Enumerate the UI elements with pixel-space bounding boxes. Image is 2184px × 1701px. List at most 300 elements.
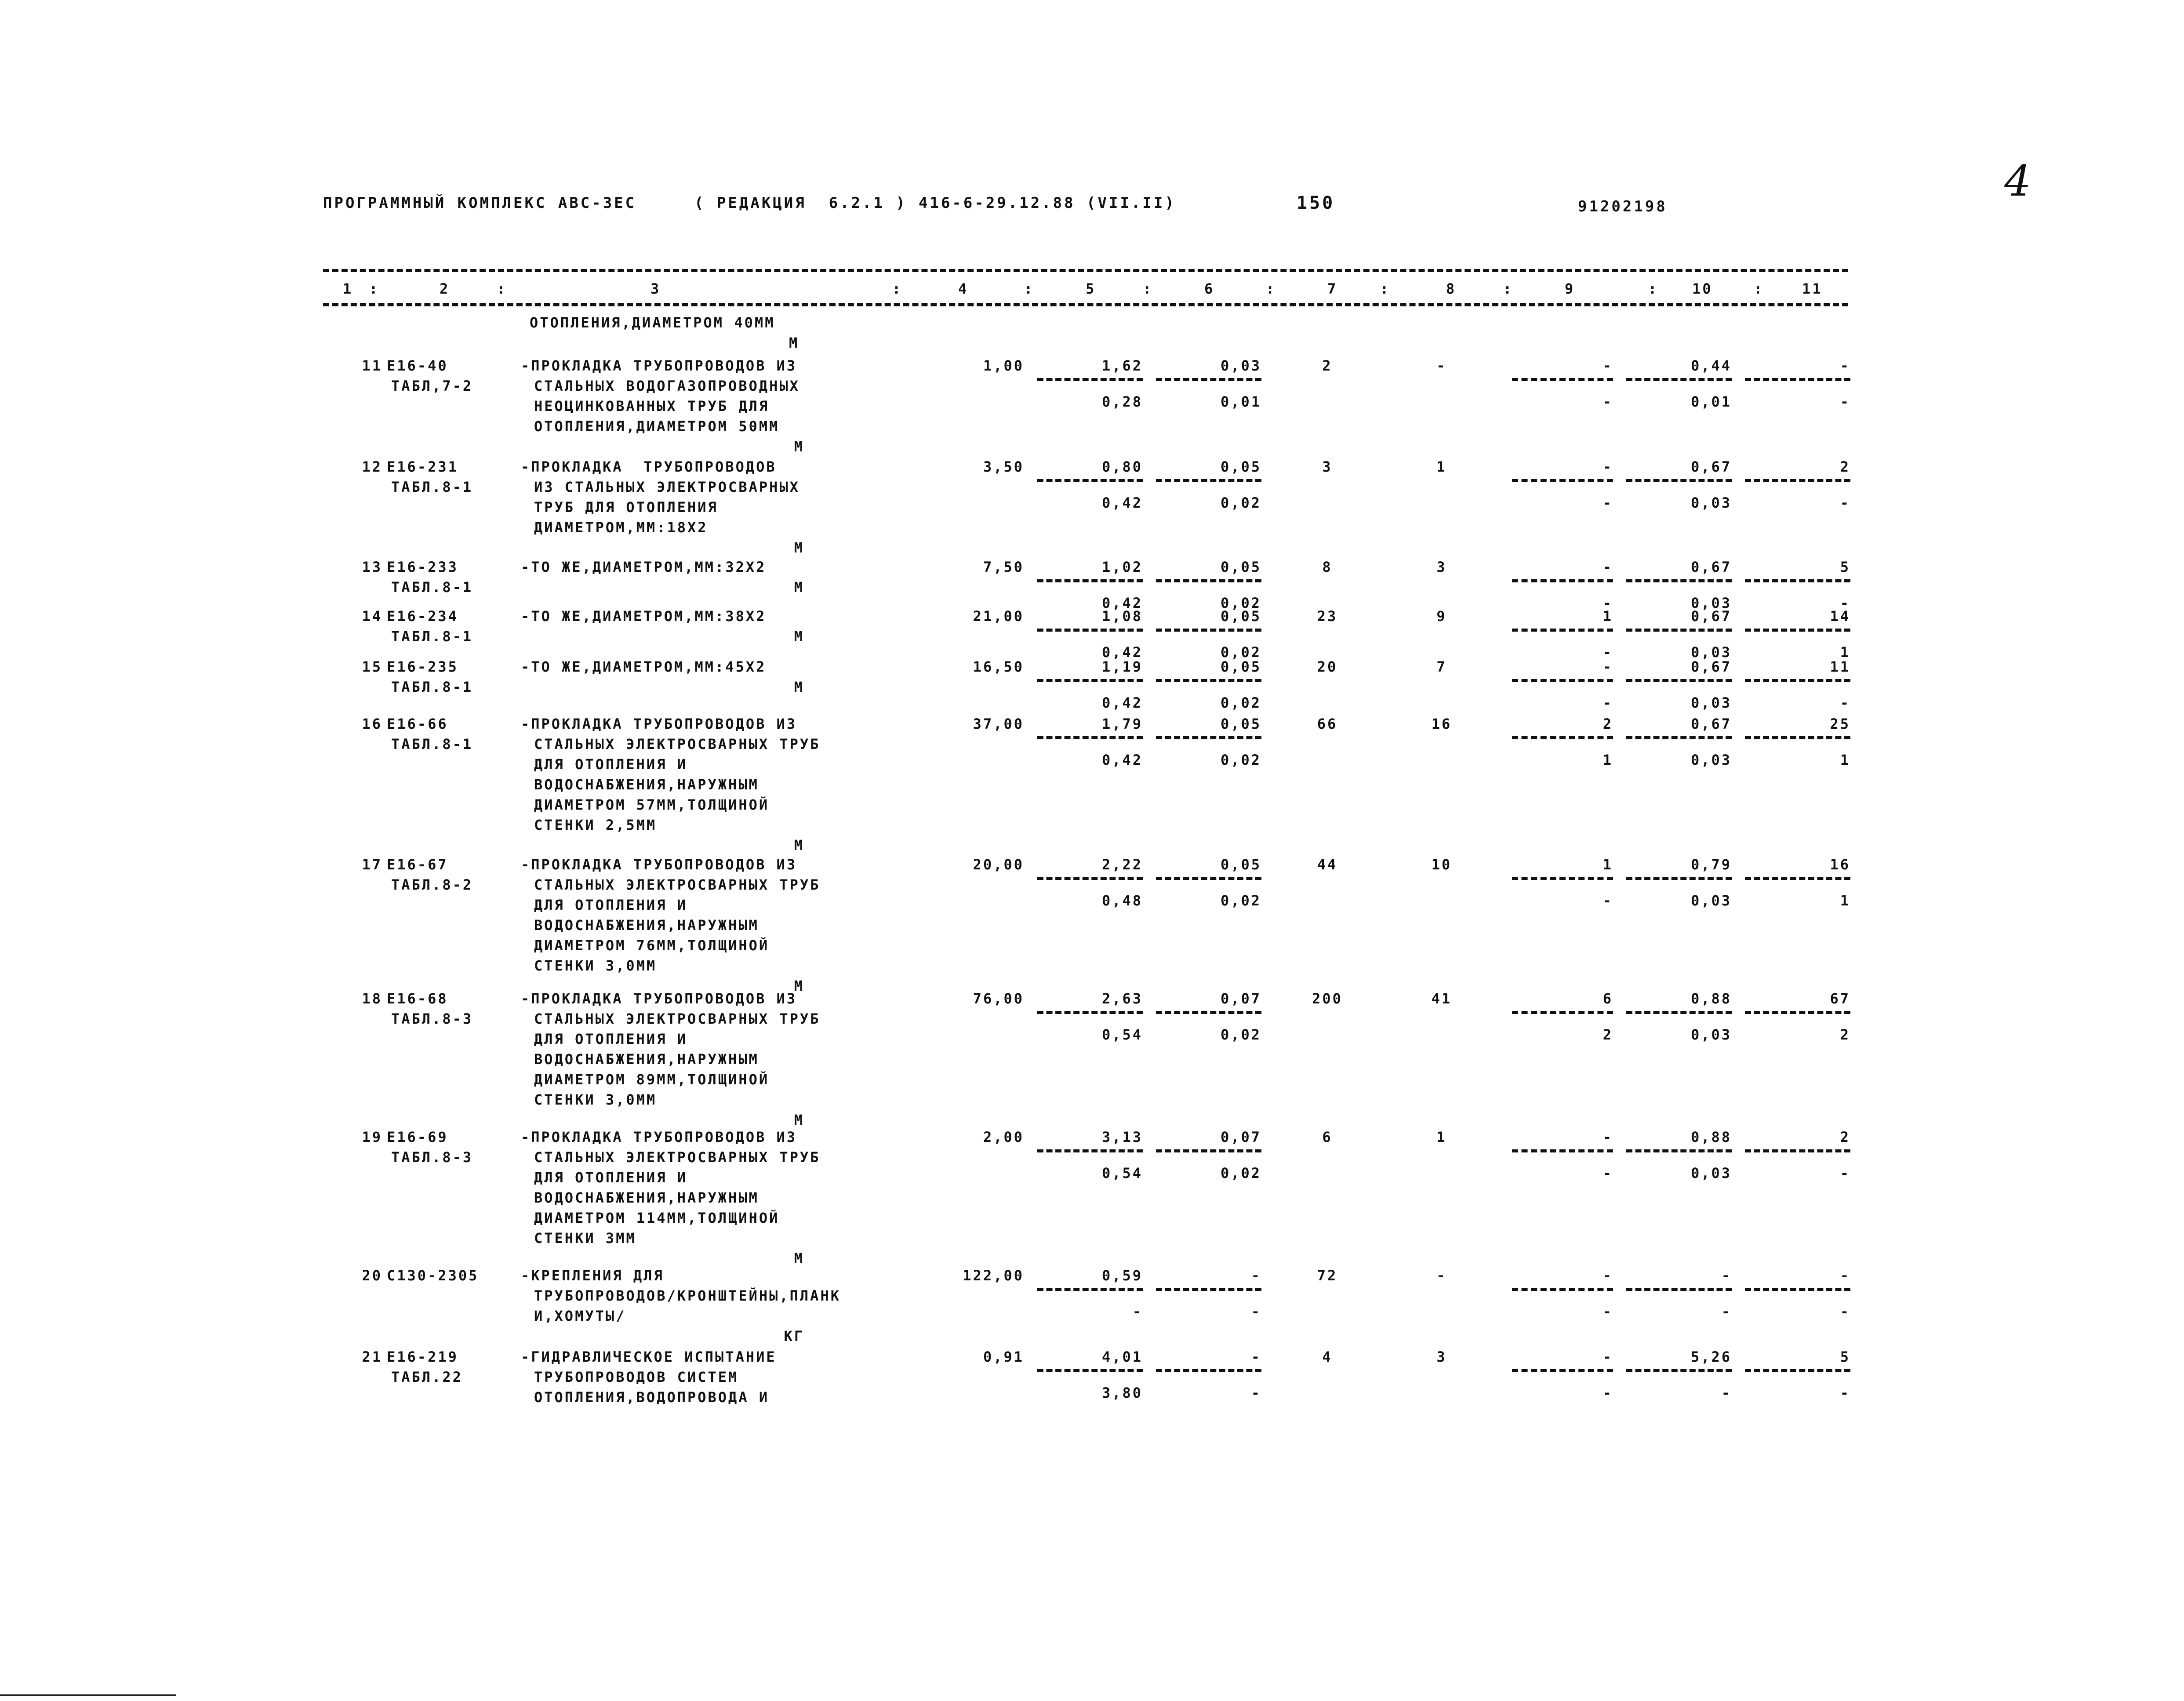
cell-divider <box>1037 877 1143 880</box>
total-value: 3 <box>1436 559 1447 575</box>
description-line: НЕОЦИНКОВАННЫХ ТРУБ ДЛЯ <box>534 398 770 414</box>
cost-value: 0,05 <box>1220 458 1261 475</box>
edition-label: ( РЕДАКЦИЯ 6.2.1 ) <box>694 194 907 212</box>
labor-value: 5,26 <box>1690 1348 1732 1365</box>
cell-divider <box>1745 679 1850 682</box>
cell-divider <box>1156 877 1261 880</box>
row-number: 19 <box>362 1129 382 1145</box>
unit-label: М <box>794 579 804 596</box>
labor-subvalue: - <box>1603 1385 1613 1401</box>
norm-table: ТАБЛ.8-3 <box>391 1010 473 1027</box>
cost-subvalue: 0,42 <box>1101 494 1143 511</box>
total-value: 7 <box>1436 658 1447 675</box>
labor-value: 16 <box>1830 856 1850 873</box>
description-line: ИЗ СТАЛЬНЫХ ЭЛЕКТРОСВАРНЫХ <box>534 479 800 495</box>
description-line: ТРУБ ДЛЯ ОТОПЛЕНИЯ <box>534 499 718 516</box>
description-line: ДЛЯ ОТОПЛЕНИЯ И <box>534 756 687 773</box>
cost-value: 0,05 <box>1220 559 1261 575</box>
cost-value: 0,05 <box>1220 716 1261 732</box>
labor-value: 0,67 <box>1690 458 1732 475</box>
row-number: 21 <box>362 1348 382 1365</box>
total-value: 1 <box>1436 458 1447 475</box>
labor-subvalue: - <box>1603 1165 1613 1181</box>
cost-value: 1,62 <box>1101 357 1143 374</box>
row-number: 11 <box>362 357 382 374</box>
labor-value: - <box>1603 1348 1613 1365</box>
document-number: 91202198 <box>1578 198 1668 215</box>
labor-value: 67 <box>1830 990 1850 1007</box>
quantity-value: 76,00 <box>973 990 1024 1007</box>
cost-subvalue: 0,54 <box>1101 1165 1143 1181</box>
cell-divider <box>1745 1288 1850 1291</box>
total-value: 20 <box>1317 658 1338 675</box>
labor-value: 0,67 <box>1690 608 1732 625</box>
cell-divider <box>1745 1011 1850 1014</box>
description-line: -ПРОКЛАДКА ТРУБОПРОВОДОВ ИЗ <box>521 856 797 873</box>
continued-description: ОТОПЛЕНИЯ,ДИАМЕТРОМ 40ММ <box>530 314 775 331</box>
description-line: ДИАМЕТРОМ 76ММ,ТОЛЩИНОЙ <box>534 937 770 954</box>
description-line: ДЛЯ ОТОПЛЕНИЯ И <box>534 1031 687 1047</box>
cell-divider <box>1745 629 1850 632</box>
labor-value: - <box>1840 357 1850 374</box>
description-line: СТЕНКИ 2,5ММ <box>534 817 657 833</box>
cell-divider <box>1512 1288 1613 1291</box>
labor-value: 0,67 <box>1690 716 1732 732</box>
norm-table: ТАБЛ.8-1 <box>391 736 473 752</box>
labor-value: - <box>1603 658 1613 675</box>
labor-subvalue: 1 <box>1603 752 1613 768</box>
row-number: 20 <box>362 1267 382 1284</box>
labor-subvalue: 0,03 <box>1690 752 1732 768</box>
labor-value: 0,88 <box>1690 1129 1732 1145</box>
cell-divider <box>1037 1369 1143 1372</box>
norm-code: Е16-69 <box>387 1129 448 1145</box>
cost-subvalue: - <box>1132 1303 1143 1320</box>
cost-subvalue: 0,28 <box>1101 393 1143 410</box>
cost-value: 0,03 <box>1220 357 1261 374</box>
cell-divider <box>1512 1011 1613 1014</box>
cost-value: 4,01 <box>1101 1348 1143 1365</box>
column-separator: : <box>1024 280 1035 297</box>
labor-subvalue: - <box>1840 1303 1850 1320</box>
labor-value: 0,44 <box>1690 357 1732 374</box>
cell-divider <box>1745 1369 1850 1372</box>
labor-subvalue: - <box>1603 694 1613 711</box>
description-line: ТРУБОПРОВОДОВ СИСТЕМ <box>534 1369 739 1385</box>
total-value: 44 <box>1317 856 1338 873</box>
cell-divider <box>1037 479 1143 482</box>
cost-subvalue: 0,42 <box>1101 644 1143 661</box>
unit-label: М <box>794 837 804 854</box>
labor-subvalue: 0,03 <box>1690 1165 1732 1181</box>
total-value: 3 <box>1436 1348 1447 1365</box>
norm-code: Е16-233 <box>387 559 458 575</box>
description-line: ОТОПЛЕНИЯ,ДИАМЕТРОМ 50ММ <box>534 418 780 435</box>
cost-value: 0,05 <box>1220 658 1261 675</box>
cost-subvalue: 0,02 <box>1220 644 1261 661</box>
norm-code: Е16-68 <box>387 990 448 1007</box>
cell-divider <box>1626 629 1732 632</box>
description-line: -ПРОКЛАДКА ТРУБОПРОВОДОВ ИЗ <box>521 1129 797 1145</box>
cell-divider <box>1626 736 1732 739</box>
quantity-value: 122,00 <box>963 1267 1024 1284</box>
cell-divider <box>1156 1369 1261 1372</box>
cost-subvalue: 0,02 <box>1220 694 1261 711</box>
labor-value: 25 <box>1830 716 1850 732</box>
cell-divider <box>1512 1149 1613 1152</box>
total-value: 3 <box>1322 458 1333 475</box>
cell-divider <box>1626 679 1732 682</box>
labor-value: - <box>1840 1267 1850 1284</box>
row-number: 18 <box>362 990 382 1007</box>
norm-table: ТАБЛ.8-1 <box>391 628 473 645</box>
description-line: СТЕНКИ 3ММ <box>534 1230 636 1247</box>
column-header: 6 <box>1204 280 1215 297</box>
cost-value: 0,59 <box>1101 1267 1143 1284</box>
description-line: -ТО ЖЕ,ДИАМЕТРОМ,ММ:45Х2 <box>521 658 767 675</box>
labor-value: - <box>1603 458 1613 475</box>
cost-subvalue: 0,02 <box>1220 752 1261 768</box>
labor-value: 14 <box>1830 608 1850 625</box>
column-header: 11 <box>1802 280 1823 297</box>
cell-divider <box>1037 736 1143 739</box>
quantity-value: 2,00 <box>983 1129 1024 1145</box>
labor-value: 5 <box>1840 559 1850 575</box>
column-header: 5 <box>1086 280 1096 297</box>
labor-value: 11 <box>1830 658 1850 675</box>
cost-subvalue: 0,02 <box>1220 1165 1261 1181</box>
norm-code: С130-2305 <box>387 1267 479 1284</box>
description-line: ДИАМЕТРОМ,ММ:18Х2 <box>534 519 708 536</box>
labor-subvalue: 2 <box>1840 1026 1850 1043</box>
description-line: ВОДОСНАБЖЕНИЯ,НАРУЖНЫМ <box>534 776 759 793</box>
labor-value: - <box>1603 559 1613 575</box>
cell-divider <box>1745 378 1850 381</box>
labor-value: 2 <box>1840 1129 1850 1145</box>
description-line: СТЕНКИ 3,0ММ <box>534 1091 657 1108</box>
labor-value: 5 <box>1840 1348 1850 1365</box>
unit-label: М <box>794 438 804 455</box>
cell-divider <box>1512 579 1613 582</box>
norm-code: Е16-66 <box>387 716 448 732</box>
labor-subvalue: 0,01 <box>1690 393 1732 410</box>
column-header: 1 <box>343 280 353 297</box>
cost-value: 3,13 <box>1101 1129 1143 1145</box>
cell-divider <box>1156 1149 1261 1152</box>
total-value: - <box>1436 357 1447 374</box>
sheet-mark: 4 <box>2004 156 2031 206</box>
column-header: 3 <box>650 280 661 297</box>
total-value: 4 <box>1322 1348 1333 1365</box>
description-line: ВОДОСНАБЖЕНИЯ,НАРУЖНЫМ <box>534 1189 759 1206</box>
cell-divider <box>1156 378 1261 381</box>
labor-subvalue: - <box>1603 892 1613 909</box>
total-value: 23 <box>1317 608 1338 625</box>
cost-subvalue: - <box>1251 1385 1261 1401</box>
cell-divider <box>1512 479 1613 482</box>
labor-subvalue: - <box>1840 393 1850 410</box>
cost-subvalue: 0,02 <box>1220 892 1261 909</box>
cell-divider <box>1512 378 1613 381</box>
description-line: СТАЛЬНЫХ ЭЛЕКТРОСВАРНЫХ ТРУБ <box>534 1010 821 1027</box>
cell-divider <box>1156 679 1261 682</box>
labor-subvalue: - <box>1840 694 1850 711</box>
unit-label: КГ <box>784 1328 804 1345</box>
description-line: ОТОПЛЕНИЯ,ВОДОПРОВОДА И <box>534 1389 770 1406</box>
labor-subvalue: 1 <box>1840 644 1850 661</box>
cell-divider <box>1156 579 1261 582</box>
total-value: 66 <box>1317 716 1338 732</box>
cost-subvalue: 0,48 <box>1101 892 1143 909</box>
total-value: 16 <box>1431 716 1452 732</box>
norm-code: Е16-235 <box>387 658 458 675</box>
labor-value: 0,79 <box>1690 856 1732 873</box>
unit-label: М <box>794 1250 804 1267</box>
cost-subvalue: 3,80 <box>1101 1385 1143 1401</box>
labor-subvalue: - <box>1603 393 1613 410</box>
description-line: -ПРОКЛАДКА ТРУБОПРОВОДОВ ИЗ <box>521 990 797 1007</box>
cell-divider <box>1626 1149 1732 1152</box>
description-line: ДИАМЕТРОМ 114ММ,ТОЛЩИНОЙ <box>534 1210 780 1226</box>
cell-divider <box>1626 877 1732 880</box>
labor-value: - <box>1603 1267 1613 1284</box>
total-value: 8 <box>1322 559 1333 575</box>
labor-subvalue: - <box>1721 1385 1732 1401</box>
cell-divider <box>1626 579 1732 582</box>
quantity-value: 20,00 <box>973 856 1024 873</box>
labor-subvalue: - <box>1840 1385 1850 1401</box>
column-header: 9 <box>1565 280 1575 297</box>
cell-divider <box>1512 877 1613 880</box>
cell-divider <box>1037 679 1143 682</box>
cell-divider <box>1037 1011 1143 1014</box>
description-line: СТАЛЬНЫХ ЭЛЕКТРОСВАРНЫХ ТРУБ <box>534 876 821 893</box>
labor-subvalue: 0,03 <box>1690 644 1732 661</box>
description-line: ДИАМЕТРОМ 57ММ,ТОЛЩИНОЙ <box>534 796 770 813</box>
labor-value: - <box>1603 1129 1613 1145</box>
unit-label: М <box>794 978 804 994</box>
cost-value: - <box>1251 1267 1261 1284</box>
labor-value: - <box>1603 357 1613 374</box>
cell-divider <box>1626 378 1732 381</box>
total-value: 41 <box>1431 990 1452 1007</box>
cell-divider <box>1512 736 1613 739</box>
description-line: И,ХОМУТЫ/ <box>534 1308 626 1324</box>
unit-label: М <box>789 334 799 351</box>
labor-subvalue: 0,03 <box>1690 1026 1732 1043</box>
norm-table: ТАБЛ.8-1 <box>391 679 473 695</box>
cell-divider <box>1037 1149 1143 1152</box>
cost-value: 1,08 <box>1101 608 1143 625</box>
norm-code: Е16-219 <box>387 1348 458 1365</box>
cost-value: 1,79 <box>1101 716 1143 732</box>
description-line: СТЕНКИ 3,0ММ <box>534 957 657 974</box>
cell-divider <box>1156 1011 1261 1014</box>
cell-divider <box>1626 1011 1732 1014</box>
cost-value: 1,02 <box>1101 559 1143 575</box>
labor-subvalue: - <box>1603 494 1613 511</box>
cell-divider <box>1037 629 1143 632</box>
description-line: ВОДОСНАБЖЕНИЯ,НАРУЖНЫМ <box>534 1051 759 1068</box>
labor-subvalue: - <box>1721 1303 1732 1320</box>
norm-table: ТАБЛ,7-2 <box>391 378 473 394</box>
description-line: ТРУБОПРОВОДОВ/КРОНШТЕЙНЫ,ПЛАНК <box>534 1287 841 1304</box>
labor-subvalue: - <box>1603 1303 1613 1320</box>
description-line: СТАЛЬНЫХ ВОДОГАЗОПРОВОДНЫХ <box>534 378 800 394</box>
unit-label: М <box>794 1112 804 1128</box>
cell-divider <box>1626 1288 1732 1291</box>
cost-subvalue: 0,42 <box>1101 752 1143 768</box>
labor-subvalue: 0,03 <box>1690 494 1732 511</box>
cost-subvalue: 0,02 <box>1220 494 1261 511</box>
cell-divider <box>1512 1369 1613 1372</box>
labor-subvalue: - <box>1840 494 1850 511</box>
cell-divider <box>1626 479 1732 482</box>
unit-label: М <box>794 628 804 645</box>
norm-code: Е16-234 <box>387 608 458 625</box>
cost-subvalue: 0,02 <box>1220 1026 1261 1043</box>
labor-subvalue: 0,03 <box>1690 892 1732 909</box>
total-value: 1 <box>1436 1129 1447 1145</box>
quantity-value: 21,00 <box>973 608 1024 625</box>
cost-subvalue: 0,54 <box>1101 1026 1143 1043</box>
cost-value: - <box>1251 1348 1261 1365</box>
norm-table: ТАБЛ.22 <box>391 1369 463 1385</box>
total-value: 200 <box>1312 990 1343 1007</box>
labor-value: 2 <box>1603 716 1613 732</box>
row-number: 16 <box>362 716 382 732</box>
quantity-value: 3,50 <box>983 458 1024 475</box>
cell-divider <box>1745 1149 1850 1152</box>
labor-subvalue: - <box>1840 1165 1850 1181</box>
column-separator: : <box>1503 280 1514 297</box>
norm-code: Е16-67 <box>387 856 448 873</box>
description-line: СТАЛЬНЫХ ЭЛЕКТРОСВАРНЫХ ТРУБ <box>534 1149 821 1166</box>
norm-table: ТАБЛ.8-2 <box>391 876 473 893</box>
cost-subvalue: 0,02 <box>1220 595 1261 611</box>
quantity-value: 1,00 <box>983 357 1024 374</box>
column-separator: : <box>497 280 507 297</box>
quantity-value: 16,50 <box>973 658 1024 675</box>
labor-value: 1 <box>1603 608 1613 625</box>
cell-divider <box>1745 736 1850 739</box>
cost-subvalue: 0,01 <box>1220 393 1261 410</box>
row-number: 14 <box>362 608 382 625</box>
labor-value: 0,88 <box>1690 990 1732 1007</box>
total-value: 9 <box>1436 608 1447 625</box>
cell-divider <box>1745 479 1850 482</box>
description-line: ДИАМЕТРОМ 89ММ,ТОЛЩИНОЙ <box>534 1071 770 1088</box>
cost-value: 0,05 <box>1220 608 1261 625</box>
description-line: -ПРОКЛАДКА ТРУБОПРОВОДОВ ИЗ <box>521 357 797 374</box>
labor-value: 6 <box>1603 990 1613 1007</box>
column-separator: : <box>1143 280 1153 297</box>
labor-subvalue: - <box>1840 595 1850 611</box>
unit-label: М <box>794 679 804 695</box>
labor-value: 2 <box>1840 458 1850 475</box>
cost-subvalue: 0,42 <box>1101 694 1143 711</box>
program-name: ПРОГРАММНЫЙ КОМПЛЕКС АВС-3ЕС <box>323 194 637 212</box>
labor-subvalue: 1 <box>1840 752 1850 768</box>
cell-divider <box>1745 579 1850 582</box>
row-number: 12 <box>362 458 382 475</box>
column-header: 4 <box>958 280 969 297</box>
unit-label: М <box>794 539 804 556</box>
norm-table: ТАБЛ.8-1 <box>391 479 473 495</box>
cell-divider <box>1156 629 1261 632</box>
cost-value: 1,19 <box>1101 658 1143 675</box>
labor-value: - <box>1721 1267 1732 1284</box>
cell-divider <box>1512 679 1613 682</box>
column-header: 7 <box>1327 280 1338 297</box>
quantity-value: 7,50 <box>983 559 1024 575</box>
description-line: -ТО ЖЕ,ДИАМЕТРОМ,ММ:38Х2 <box>521 608 767 625</box>
description-line: ВОДОСНАБЖЕНИЯ,НАРУЖНЫМ <box>534 917 759 934</box>
quantity-value: 0,91 <box>983 1348 1024 1365</box>
description-line: -ТО ЖЕ,ДИАМЕТРОМ,ММ:32Х2 <box>521 559 767 575</box>
column-separator: : <box>369 280 380 297</box>
labor-value: 0,67 <box>1690 658 1732 675</box>
description-line: -ПРОКЛАДКА ТРУБОПРОВОДОВ ИЗ <box>521 716 797 732</box>
labor-subvalue: - <box>1603 644 1613 661</box>
column-separator: : <box>1754 280 1764 297</box>
description-line: -ГИДРАВЛИЧЕСКОЕ ИСПЫТАНИЕ <box>521 1348 777 1365</box>
description-line: СТАЛЬНЫХ ЭЛЕКТРОСВАРНЫХ ТРУБ <box>534 736 821 752</box>
column-header: 2 <box>440 280 450 297</box>
cell-divider <box>1745 877 1850 880</box>
total-value: - <box>1436 1267 1447 1284</box>
row-number: 13 <box>362 559 382 575</box>
cost-value: 0,80 <box>1101 458 1143 475</box>
description-line: -КРЕПЛЕНИЯ ДЛЯ <box>521 1267 664 1284</box>
labor-subvalue: 0,03 <box>1690 694 1732 711</box>
column-separator: : <box>1648 280 1659 297</box>
total-value: 6 <box>1322 1129 1333 1145</box>
cell-divider <box>1156 736 1261 739</box>
total-value: 10 <box>1431 856 1452 873</box>
description-line: ДЛЯ ОТОПЛЕНИЯ И <box>534 1169 687 1186</box>
cost-value: 0,07 <box>1220 1129 1261 1145</box>
cost-value: 2,22 <box>1101 856 1143 873</box>
footer-rule <box>0 1694 176 1696</box>
cell-divider <box>1626 1369 1732 1372</box>
cell-divider <box>1037 579 1143 582</box>
cost-value: 0,07 <box>1220 990 1261 1007</box>
cost-value: 2,63 <box>1101 990 1143 1007</box>
labor-value: 0,67 <box>1690 559 1732 575</box>
description-line: ДЛЯ ОТОПЛЕНИЯ И <box>534 897 687 913</box>
description-line: -ПРОКЛАДКА ТРУБОПРОВОДОВ <box>521 458 777 475</box>
total-value: 2 <box>1322 357 1333 374</box>
labor-subvalue: - <box>1603 595 1613 611</box>
cost-subvalue: - <box>1251 1303 1261 1320</box>
labor-subvalue: 1 <box>1840 892 1850 909</box>
row-number: 17 <box>362 856 382 873</box>
norm-code: Е16-231 <box>387 458 458 475</box>
cell-divider <box>1037 1288 1143 1291</box>
labor-value: 1 <box>1603 856 1613 873</box>
quantity-value: 37,00 <box>973 716 1024 732</box>
cell-divider <box>1037 378 1143 381</box>
row-number: 15 <box>362 658 382 675</box>
norm-code: Е16-40 <box>387 357 448 374</box>
page-number: 150 <box>1297 193 1335 213</box>
total-value: 72 <box>1317 1267 1338 1284</box>
labor-subvalue: 0,03 <box>1690 595 1732 611</box>
cost-subvalue: 0,42 <box>1101 595 1143 611</box>
table-header-rule <box>323 303 1848 306</box>
column-header: 10 <box>1692 280 1713 297</box>
